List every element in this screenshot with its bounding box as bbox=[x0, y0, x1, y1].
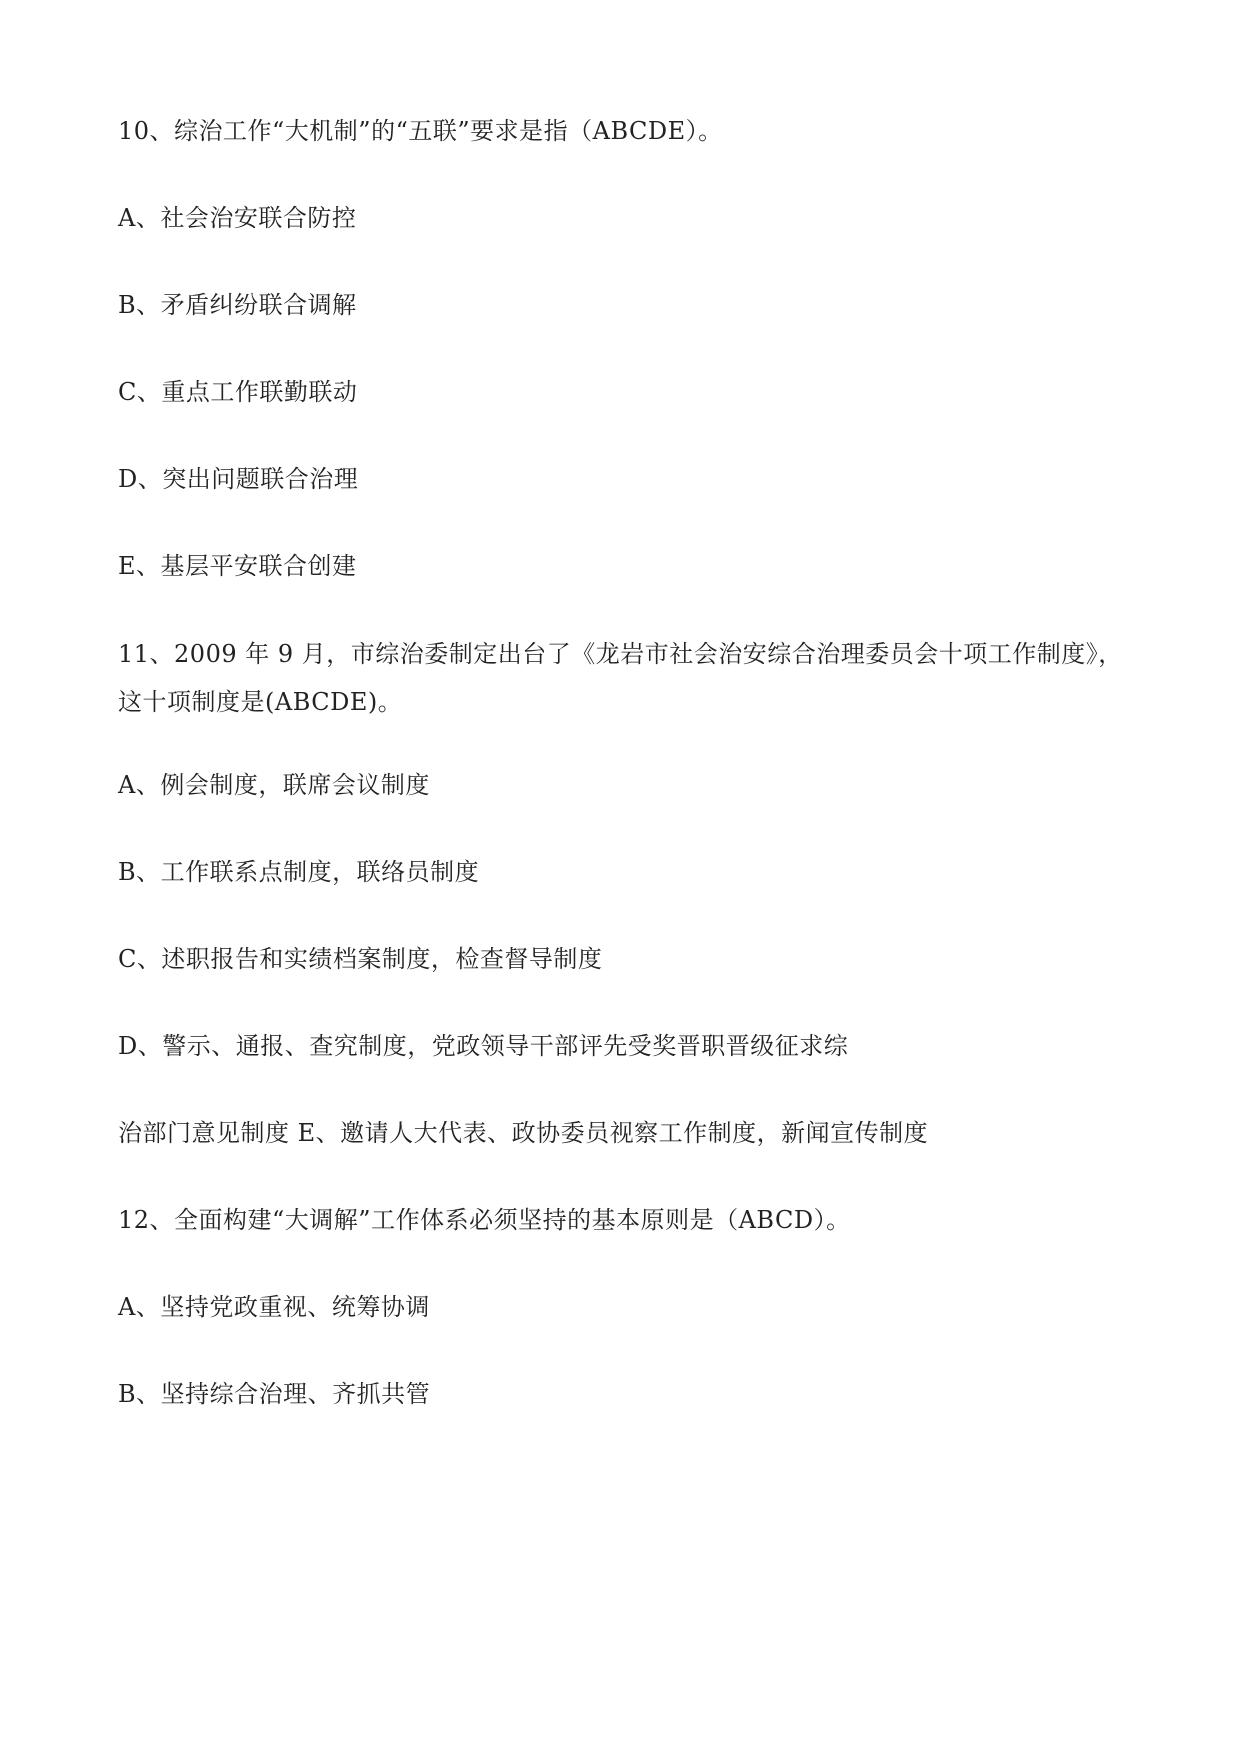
q10-option-d: D、突出问题联合治理 bbox=[118, 465, 359, 493]
q11-option-c: C、述职报告和实绩档案制度，检查督导制度 bbox=[118, 945, 603, 973]
q11-option-a: A、例会制度，联席会议制度 bbox=[118, 771, 430, 799]
q10-option-c: C、重点工作联勤联动 bbox=[118, 378, 358, 406]
q11-option-d: D、警示、通报、查究制度，党政领导干部评先受奖晋职晋级征求综 bbox=[118, 1032, 849, 1060]
question-12: 12、全面构建“大调解”工作体系必须坚持的基本原则是（ABCD）。 bbox=[118, 1206, 851, 1234]
q10-option-e: E、基层平安联合创建 bbox=[118, 552, 357, 580]
question-11 bbox=[118, 630, 1128, 726]
question-11-line2: 这十项制度是(ABCDE)。 bbox=[118, 688, 403, 716]
q10-option-b: B、矛盾纠纷联合调解 bbox=[118, 291, 357, 319]
q11-option-d-continued-and-e: 治部门意见制度 E、邀请人大代表、政协委员视察工作制度，新闻宣传制度 bbox=[118, 1119, 929, 1147]
question-10: 10、综治工作“大机制”的“五联”要求是指（ABCDE）。 bbox=[118, 117, 723, 145]
q11-option-b: B、工作联系点制度，联络员制度 bbox=[118, 858, 480, 886]
q10-option-a: A、社会治安联合防控 bbox=[118, 204, 357, 232]
question-11-line1: 11、2009 年 9 月，市综治委制定出台了《龙岩市社会治安综合治理委员会十项工作制度》， bbox=[118, 640, 1123, 668]
q12-option-a: A、坚持党政重视、统筹协调 bbox=[118, 1293, 430, 1321]
q12-option-b: B、坚持综合治理、齐抓共管 bbox=[118, 1380, 431, 1408]
